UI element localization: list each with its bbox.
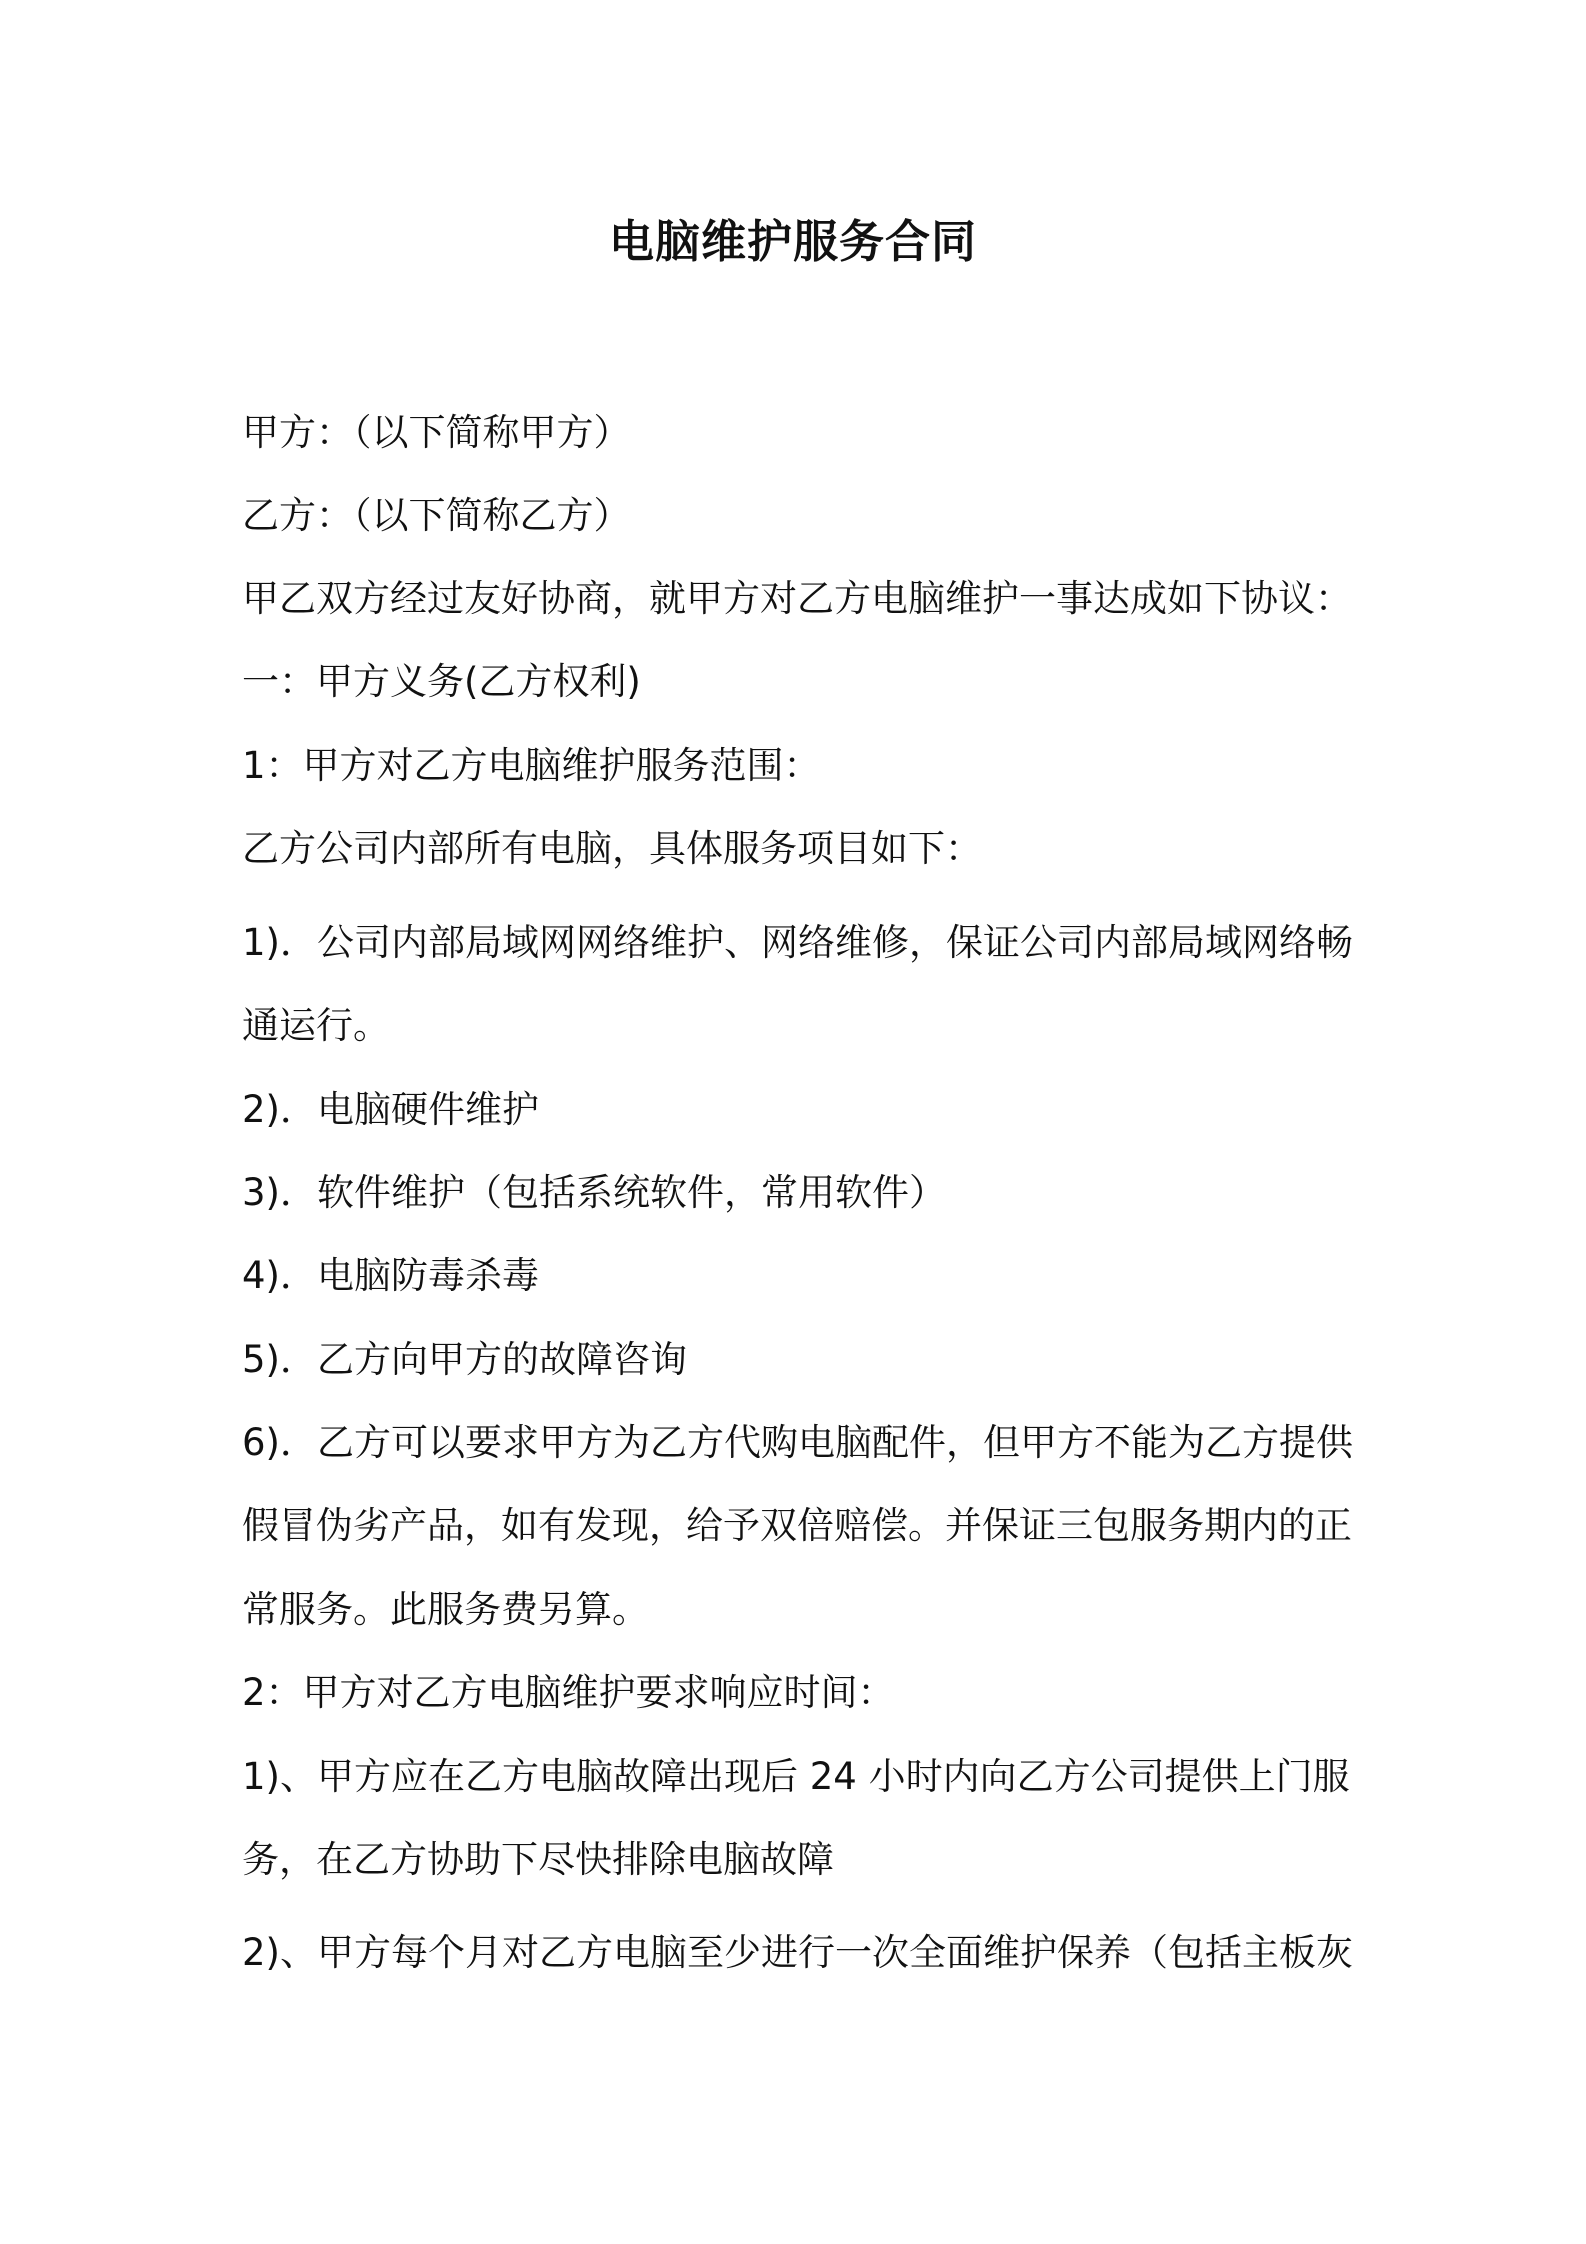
section-heading: 一：甲方义务(乙方权利) — [242, 660, 641, 703]
party-b-line: 乙方：（以下简称乙方） — [242, 494, 631, 537]
list-item-continuation: 务，在乙方协助下尽快排除电脑故障 — [242, 1838, 834, 1881]
clause-heading: 2：甲方对乙方电脑维护要求响应时间： — [242, 1671, 895, 1714]
clause-heading: 1：甲方对乙方电脑维护服务范围： — [242, 744, 821, 787]
list-item-continuation: 通运行。 — [242, 1004, 390, 1047]
list-item-line: 5)．乙方向甲方的故障咨询 — [242, 1338, 687, 1381]
list-item-continuation: 假冒伪劣产品，如有发现，给予双倍赔偿。并保证三包服务期内的正 — [242, 1504, 1352, 1547]
document-title: 电脑维护服务合同 — [608, 215, 977, 268]
list-item-line: 6)．乙方可以要求甲方为乙方代购电脑配件，但甲方不能为乙方提供 — [242, 1421, 1353, 1464]
list-item-line: 1)、甲方应在乙方电脑故障出现后 24 小时内向乙方公司提供上门服 — [242, 1755, 1350, 1798]
list-item-continuation: 常服务。此服务费另算。 — [242, 1588, 649, 1631]
list-item-line: 2)．电脑硬件维护 — [242, 1088, 539, 1131]
list-item-line: 3)．软件维护（包括系统软件，常用软件） — [242, 1171, 946, 1214]
list-item-line: 4)．电脑防毒杀毒 — [242, 1254, 539, 1297]
party-a-line: 甲方：（以下简称甲方） — [242, 411, 631, 454]
agreement-intro-line: 甲乙双方经过友好协商，就甲方对乙方电脑维护一事达成如下协议： — [242, 577, 1352, 620]
paragraph-line: 乙方公司内部所有电脑，具体服务项目如下： — [242, 827, 982, 870]
list-item-line: 2)、甲方每个月对乙方电脑至少进行一次全面维护保养（包括主板灰 — [242, 1931, 1353, 1974]
list-item-line: 1)．公司内部局域网网络维护、网络维修，保证公司内部局域网络畅 — [242, 921, 1353, 964]
